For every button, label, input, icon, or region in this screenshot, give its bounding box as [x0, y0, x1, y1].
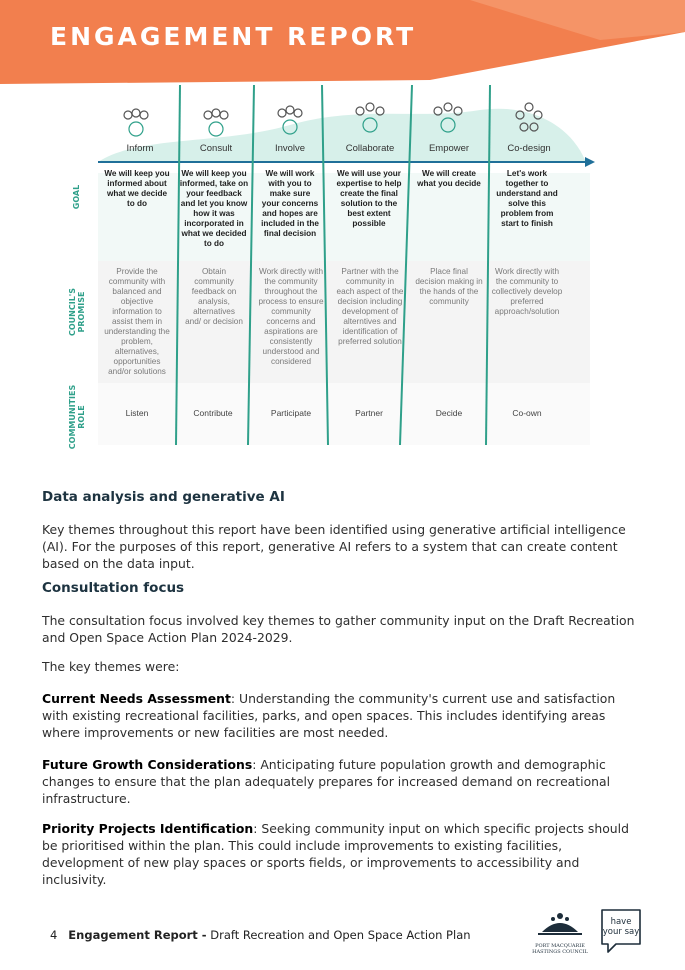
role-consult: Contribute [193, 408, 233, 418]
promise-collaborate: Partner with the community in each aspect of the decision including development of alterntives and identification of preferred solution [336, 267, 404, 346]
role-collaborate: Partner [355, 408, 383, 418]
stage-codesign: Co-design [507, 143, 551, 154]
theme-title: Current Needs Assessment [42, 691, 231, 706]
council-logo-line2: HASTINGS COUNCIL [532, 949, 588, 955]
promise-consult: Obtain community feedback on analysis, alternatives and/ or decision [185, 267, 243, 326]
page-title: ENGAGEMENT REPORT [50, 22, 417, 51]
page-number: 4 [50, 928, 58, 942]
stage-inform: Inform [126, 143, 154, 154]
role-involve: Participate [270, 408, 312, 418]
theme-text: : Seeking community input on which specific projects should be prioritised within the plan. This could include improvements to existing facilities, development of new play spaces or sports fields, or improvements to accessibility and inclusivity. [42, 821, 629, 887]
theme-item [42, 820, 642, 888]
goal-inform: We will keep you informed about what we decide to do [104, 169, 170, 208]
row-label-role: COMMUNITIES ROLE [68, 384, 86, 450]
have-your-say-line1: have [610, 917, 632, 927]
have-your-say-logo [598, 906, 644, 956]
council-logo [528, 908, 592, 960]
row-label-promise: COUNCIL'S PROMISE [68, 287, 86, 337]
theme-text: : Anticipating future population growth and demographic changes to ensure that the plan adequately prepares for increased demand on recreational infrastructure. [42, 757, 611, 806]
footer-report-label: Engagement Report - [68, 928, 207, 942]
section-focus-para [42, 612, 642, 646]
promise-involve: Work directly with the community throughout the process to ensure community concerns and aspirations are consistently understood and considered [258, 267, 324, 366]
stage-empower: Empower [428, 143, 470, 154]
goal-empower: We will create what you decide [417, 169, 481, 188]
footer [50, 928, 471, 942]
paragraph-consultation-focus: The consultation focus involved key themes to gather community input on the Draft Recreation and Open Space Action Plan 2024-2029. [42, 613, 635, 645]
role-inform: Listen [125, 408, 149, 418]
stage-involve: Involve [274, 143, 306, 154]
promise-empower: Place final decision making in the hands of the community [415, 267, 483, 306]
paragraph-themes-intro: The key themes were: [42, 659, 180, 674]
engagement-spectrum [60, 85, 600, 465]
heading-data-analysis: Data analysis and generative AI [42, 489, 285, 505]
section-focus-heading [42, 580, 642, 597]
section-data-para [42, 521, 642, 572]
theme-title: Priority Projects Identification [42, 821, 254, 836]
section-themes-intro [42, 658, 642, 675]
row-label-goal: GOAL [72, 184, 81, 210]
role-empower: Decide [435, 408, 463, 418]
paragraph-data-analysis: Key themes throughout this report have been identified using generative artificial intelligence (AI). For the purposes of this report, generative AI refers to a system that can create content based on the data input. [42, 522, 626, 571]
goal-consult: We will keep you informed, take on your feedback and let you know how it was incorporated in what we decided to do [179, 169, 249, 248]
role-codesign: Co-own [512, 408, 542, 418]
footer-doc-title: Draft Recreation and Open Space Action Plan [206, 928, 471, 942]
theme-item [42, 756, 642, 807]
heading-consultation-focus: Consultation focus [42, 580, 185, 596]
council-logo-icon [528, 908, 592, 938]
have-your-say-line2: your say [602, 927, 640, 937]
promise-codesign: Work directly with the community to collectively develop preferred approach/solution [491, 267, 563, 316]
goal-collaborate: We will use your expertise to help create the final solution to the best extent possible [336, 169, 402, 228]
goal-codesign: Let's work together to understand and solve this problem from start to finish [496, 169, 558, 228]
stage-collaborate: Collaborate [345, 143, 395, 154]
promise-inform: Provide the community with balanced and objective information to assist them in understanding the problem, alternatives, opportunities and/or solutions [104, 267, 170, 376]
goal-involve: We will work with you to make sure your concerns and hopes are included in the final decision [261, 169, 319, 238]
theme-item [42, 690, 642, 741]
theme-text: : Understanding the community's current use and satisfaction with existing recreational facilities, parks, and open spaces. This includes identifying areas where improvements or new facilities are most needed. [42, 691, 616, 740]
council-logo-line1: PORT MACQUARIE [535, 943, 585, 949]
section-data-heading [42, 489, 642, 506]
theme-title: Future Growth Considerations [42, 757, 253, 772]
stage-consult: Consult [199, 143, 233, 154]
